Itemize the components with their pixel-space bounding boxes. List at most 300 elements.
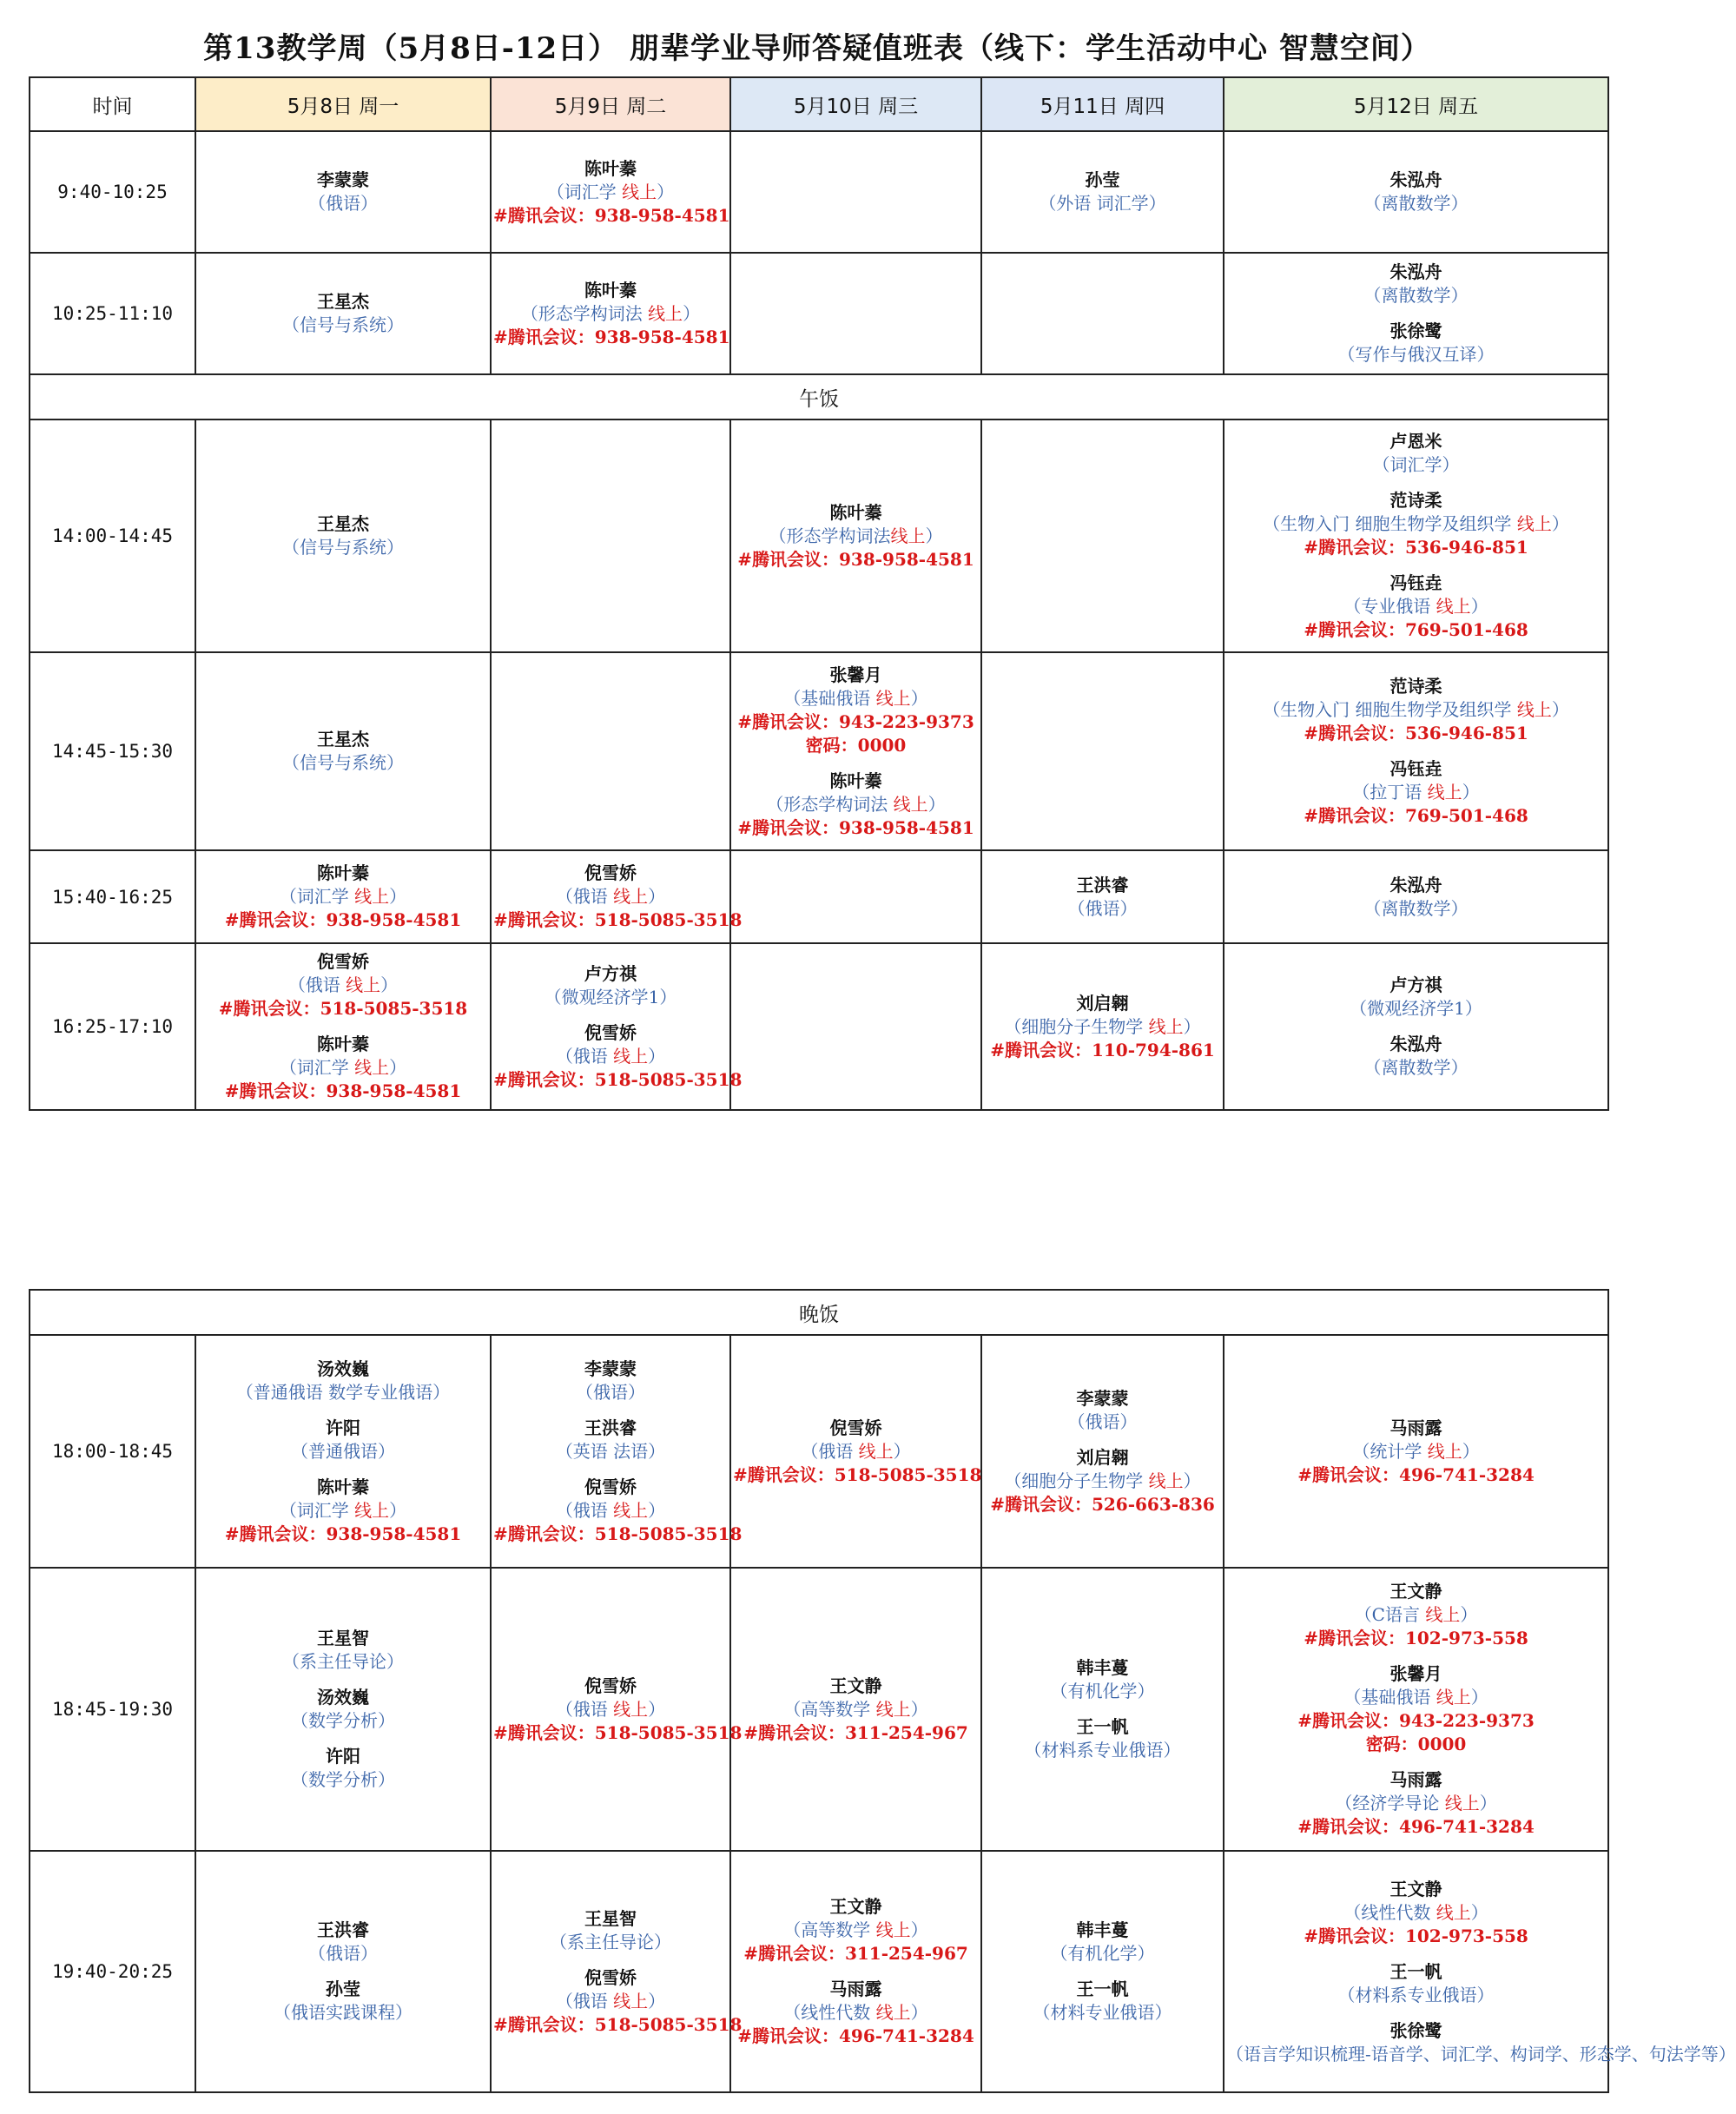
subject-close: ） <box>648 886 666 907</box>
subject-label <box>493 302 728 326</box>
tutor-entry <box>1226 874 1606 921</box>
tutor-entry <box>1226 1417 1606 1487</box>
tutor-name: 范诗柔 <box>1389 676 1442 697</box>
tutor-name: 陈叶蓁 <box>317 1476 369 1497</box>
subject-text: （俄语 <box>555 886 614 907</box>
meeting-id: #腾讯会议：518-5085-3518 <box>493 909 743 930</box>
tutor-name: 孙莹 <box>1085 169 1120 190</box>
tutor-name: 王星杰 <box>317 291 369 312</box>
subject-label: （英语 法语） <box>555 1440 666 1462</box>
slot-cell-thu <box>981 850 1224 943</box>
subject-close: ） <box>1470 1901 1488 1923</box>
tutor-entry <box>1226 1662 1606 1756</box>
slot-cell-mon <box>195 652 491 850</box>
tutor-entry <box>198 1358 488 1404</box>
slot-cell-tue <box>491 131 730 253</box>
subject-text: （词汇学 <box>546 181 623 202</box>
subject-label: （微观经济学1） <box>1350 998 1482 1019</box>
subject-close: ） <box>380 974 399 995</box>
subject-close: ） <box>1460 1604 1478 1625</box>
tutor-name: 卢恩米 <box>1389 431 1442 452</box>
tutor-name: 陈叶蓁 <box>317 1034 369 1054</box>
meeting-id: #腾讯会议：518-5085-3518 <box>733 1463 982 1485</box>
subject-label: （系主任导论） <box>550 1931 671 1952</box>
subject-label <box>493 1045 728 1068</box>
tutor-name: 王文静 <box>829 1896 882 1917</box>
subject-text: （C语言 <box>1354 1604 1426 1625</box>
slot-cell-mon <box>195 419 491 652</box>
subject-close: ） <box>925 525 943 546</box>
slot-row <box>30 1335 1608 1568</box>
tutor-name: 刘启翱 <box>1076 992 1129 1014</box>
online-tag: 线上 <box>1436 596 1471 617</box>
subject-close: ） <box>910 2002 928 2023</box>
subject-text: （高等数学 <box>783 1698 876 1720</box>
subject-label <box>733 2001 979 2025</box>
meeting-id: #腾讯会议：938-958-4581 <box>493 326 730 347</box>
slot-row <box>30 1568 1608 1851</box>
meeting-id: #腾讯会议：496-741-3284 <box>1297 1463 1535 1485</box>
meeting-id: #腾讯会议：518-5085-3518 <box>493 1068 743 1090</box>
subject-close: ） <box>648 1045 666 1067</box>
tutor-name: 张徐鹭 <box>1389 2019 1442 2041</box>
meeting-id: #腾讯会议：938-958-4581 <box>737 816 974 838</box>
tutor-entry <box>984 168 1221 215</box>
subject-text: （形态学构词法 <box>520 302 649 324</box>
subject-label: （材料系专业俄语） <box>1024 1740 1181 1761</box>
subject-label: （词汇学） <box>1372 454 1460 475</box>
tutor-name: 朱泓舟 <box>1389 1034 1442 1054</box>
morning-block <box>30 131 1608 374</box>
meeting-id: #腾讯会议：943-223-9373 <box>1297 1710 1535 1731</box>
slot-cell-tue <box>491 1335 743 1568</box>
tutor-entry <box>198 290 488 337</box>
online-tag: 线上 <box>1444 1793 1480 1813</box>
tutor-name: 倪雪娇 <box>584 1966 637 1988</box>
online-tag: 线上 <box>1148 1470 1184 1491</box>
tutor-name: 李蒙蒙 <box>317 169 369 190</box>
subject-text: （基础俄语 <box>1343 1687 1436 1708</box>
evening-block <box>30 1335 1736 2092</box>
subject-label <box>733 793 979 816</box>
meeting-id: #腾讯会议：526-663-836 <box>990 1493 1215 1515</box>
slot-cell-thu <box>981 131 1224 253</box>
tutor-entry <box>733 1675 979 1745</box>
subject-text: （拉丁语 <box>1352 782 1428 803</box>
tutor-name: 范诗柔 <box>1389 490 1442 511</box>
online-tag: 线上 <box>613 1698 649 1720</box>
subject-text: （专业俄语 <box>1343 596 1436 617</box>
tutor-entry <box>198 512 488 559</box>
subject-label: （离散数学） <box>1363 193 1469 214</box>
meeting-id: #腾讯会议：102-973-558 <box>1304 1628 1528 1648</box>
time-slot-label: 16:25-17:10 <box>30 943 195 1110</box>
subject-text: （统计学 <box>1352 1440 1428 1462</box>
tutor-name: 李蒙蒙 <box>584 1358 637 1379</box>
meeting-id: #腾讯会议：943-223-9373 <box>737 710 974 732</box>
day-header-thu: 5月11日 周四 <box>981 77 1224 131</box>
subject-label: （有机化学） <box>1050 1681 1155 1701</box>
subject-label <box>493 1499 728 1523</box>
meeting-id: #腾讯会议：311-254-967 <box>743 1721 968 1743</box>
subject-label: （俄语） <box>576 1381 645 1403</box>
tutor-name: 陈叶蓁 <box>584 279 637 301</box>
time-slot-label: 9:40-10:25 <box>30 131 195 253</box>
slot-cell-wed <box>730 419 981 652</box>
meeting-id: #腾讯会议：938-958-4581 <box>737 548 974 570</box>
subject-label: （数学分析） <box>291 1710 395 1731</box>
slot-cell-wed <box>730 1335 981 1568</box>
tutor-name: 朱泓舟 <box>1389 874 1442 895</box>
tutor-entry <box>984 992 1221 1062</box>
online-tag: 线上 <box>875 687 911 709</box>
subject-label: （离散数学） <box>1363 1057 1469 1078</box>
online-tag: 线上 <box>622 181 657 202</box>
afternoon-block <box>30 419 1608 1110</box>
slot-cell-tue <box>491 253 730 374</box>
online-tag: 线上 <box>613 1045 649 1067</box>
tutor-entry <box>198 1476 488 1546</box>
tutor-name: 倪雪娇 <box>584 1021 637 1043</box>
tutor-entry <box>198 1745 488 1792</box>
slot-cell-tue <box>491 1851 743 2092</box>
subject-text: （形态学构词法 <box>769 525 891 546</box>
subject-label <box>1226 1792 1606 1815</box>
meeting-id: #腾讯会议：938-958-4581 <box>224 1523 462 1544</box>
online-tag: 线上 <box>354 886 390 907</box>
tutor-name: 朱泓舟 <box>1389 261 1442 282</box>
slot-cell-thu <box>981 419 1224 652</box>
subject-label <box>493 1698 728 1721</box>
meeting-id: #腾讯会议：518-5085-3518 <box>218 998 468 1019</box>
subject-label: （普通俄语 数学专业俄语） <box>235 1381 451 1403</box>
tutor-entry <box>733 501 979 571</box>
slot-cell-fri <box>1224 131 1608 253</box>
meeting-password: 密码：0000 <box>805 734 907 756</box>
subject-text: （细胞分子生物学 <box>1004 1015 1149 1037</box>
subject-close: ） <box>683 302 701 324</box>
tutor-name: 王一帆 <box>1389 1960 1442 1982</box>
tutor-name: 陈叶蓁 <box>829 770 882 791</box>
meeting-id: #腾讯会议：496-741-3284 <box>1297 1816 1535 1837</box>
tutor-name: 许阳 <box>326 1417 360 1438</box>
slot-cell-mon <box>195 253 491 374</box>
online-tag: 线上 <box>1516 699 1552 720</box>
tutor-name: 汤效巍 <box>317 1687 369 1708</box>
tutor-name: 刘启翱 <box>1076 1446 1129 1468</box>
tutor-name: 陈叶蓁 <box>829 501 882 523</box>
tutor-entry <box>1226 974 1606 1021</box>
meeting-id: #腾讯会议：518-5085-3518 <box>493 1523 743 1544</box>
tutor-entry <box>198 1686 488 1733</box>
subject-text: （俄语 <box>555 1499 614 1521</box>
subject-text: （线性代数 <box>1343 1901 1436 1923</box>
tutor-entry <box>198 1919 488 1965</box>
slot-row <box>30 1851 1608 2092</box>
tutor-entry <box>493 862 743 932</box>
subject-close: ） <box>1470 596 1488 617</box>
subject-close: ） <box>389 886 407 907</box>
tutor-entry <box>198 862 488 932</box>
day-header-wed: 5月10日 周三 <box>730 77 981 131</box>
subject-label: （离散数学） <box>1363 285 1469 306</box>
slot-cell-mon <box>195 943 491 1110</box>
subject-close: ） <box>1183 1015 1201 1037</box>
slot-row <box>30 419 1608 652</box>
tutor-name: 倪雪娇 <box>584 1675 637 1696</box>
tutor-entry <box>198 728 488 775</box>
slot-cell-fri <box>1224 850 1608 943</box>
subject-label <box>493 181 728 204</box>
subject-label <box>198 974 488 997</box>
tutor-entry <box>984 1656 1221 1703</box>
tutor-entry <box>1226 430 1606 477</box>
meeting-id: #腾讯会议：769-501-468 <box>1304 805 1528 826</box>
tutor-entry <box>198 168 488 215</box>
lunch-row <box>30 374 1608 419</box>
tutor-entry <box>493 279 728 349</box>
tutor-entry <box>984 874 1221 921</box>
tutor-name: 冯钰垚 <box>1389 758 1442 779</box>
subject-label: （俄语） <box>1067 1410 1138 1432</box>
subject-label: （材料专业俄语） <box>1033 2002 1172 2023</box>
online-tag: 线上 <box>1427 782 1462 803</box>
online-tag: 线上 <box>354 1499 390 1521</box>
subject-label: （数学分析） <box>291 1769 395 1790</box>
slot-cell-thu <box>981 253 1224 374</box>
subject-label: （俄语） <box>308 193 378 214</box>
online-tag: 线上 <box>354 1057 390 1078</box>
subject-label <box>1226 698 1606 722</box>
slot-row <box>30 652 1608 850</box>
tutor-name: 张馨月 <box>1389 1663 1442 1684</box>
tutor-entry <box>1226 675 1606 745</box>
online-tag: 线上 <box>346 974 381 995</box>
meeting-id: #腾讯会议：769-501-468 <box>1304 619 1528 640</box>
slot-cell-tue <box>491 1568 743 1851</box>
dinner-row <box>30 1290 1608 1335</box>
subject-text: （高等数学 <box>783 1919 876 1940</box>
subject-close: ） <box>927 793 946 815</box>
online-tag: 线上 <box>613 886 649 907</box>
tutor-entry <box>984 1919 1221 1965</box>
tutor-name: 孙莹 <box>326 1979 360 1999</box>
tutor-entry <box>1226 2019 1736 2066</box>
subject-close: ） <box>648 1698 666 1720</box>
time-slot-label: 10:25-11:10 <box>30 253 195 374</box>
subject-text: （俄语 <box>555 1698 614 1720</box>
online-tag: 线上 <box>613 1499 649 1521</box>
slot-cell-wed <box>730 943 981 1110</box>
subject-label <box>733 525 979 548</box>
subject-label: （写作与俄汉互译） <box>1337 344 1495 365</box>
tutor-entry <box>1226 1960 1606 2007</box>
tutor-entry <box>493 1966 743 2037</box>
time-slot-label: 18:00-18:45 <box>30 1335 195 1568</box>
subject-label <box>1226 781 1606 804</box>
subject-label <box>1226 1440 1606 1463</box>
tutor-entry <box>493 1476 743 1546</box>
tutor-name: 王文静 <box>1389 1581 1442 1602</box>
online-tag: 线上 <box>890 525 926 546</box>
meeting-id: #腾讯会议：938-958-4581 <box>493 204 730 226</box>
subject-close: ） <box>1551 513 1569 534</box>
tutor-name: 倪雪娇 <box>829 1417 882 1438</box>
time-slot-label: 14:45-15:30 <box>30 652 195 850</box>
subject-label <box>1226 512 1606 536</box>
slot-cell-fri <box>1224 1851 1736 2092</box>
subject-close: ） <box>1183 1470 1201 1491</box>
tutor-entry <box>984 1715 1221 1762</box>
tutor-entry <box>1226 1878 1606 1948</box>
tutor-name: 卢方祺 <box>584 962 637 984</box>
tutor-name: 陈叶蓁 <box>584 157 637 179</box>
subject-label: （信号与系统） <box>282 314 404 335</box>
online-tag: 线上 <box>1516 513 1552 534</box>
tutor-name: 汤效巍 <box>317 1358 369 1379</box>
subject-label <box>1226 1686 1606 1709</box>
tutor-name: 马雨露 <box>1389 1417 1442 1438</box>
subject-label <box>733 1698 979 1721</box>
subject-label <box>733 1919 979 1942</box>
online-tag: 线上 <box>875 2002 911 2023</box>
online-tag: 线上 <box>893 793 928 815</box>
subject-close: ） <box>648 1990 666 2012</box>
tutor-name: 张徐鹭 <box>1389 320 1442 341</box>
subject-text: （基础俄语 <box>783 687 876 709</box>
tutor-name: 王洪睿 <box>317 1919 369 1940</box>
meeting-id: #腾讯会议：938-958-4581 <box>224 1080 462 1101</box>
subject-close: ） <box>910 1919 928 1940</box>
tutor-entry <box>493 1358 728 1404</box>
subject-close: ） <box>1551 699 1569 720</box>
online-tag: 线上 <box>1427 1440 1462 1462</box>
online-tag: 线上 <box>613 1990 649 2012</box>
subject-label: （材料系专业俄语） <box>1337 1984 1495 2005</box>
slot-cell-tue <box>491 850 743 943</box>
subject-text: （形态学构词法 <box>766 793 894 815</box>
subject-label: （信号与系统） <box>282 752 404 773</box>
slot-cell-fri <box>1224 1335 1608 1568</box>
subject-close: ） <box>1462 1440 1480 1462</box>
tutor-entry <box>198 950 488 1021</box>
subject-close: ） <box>389 1499 407 1521</box>
subject-close: ） <box>648 1499 666 1521</box>
tutor-entry <box>733 1417 982 1487</box>
tutor-name: 王文静 <box>1389 1878 1442 1899</box>
tutor-entry <box>493 1907 728 1954</box>
subject-label <box>493 1990 728 2013</box>
subject-label: （离散数学） <box>1363 897 1469 919</box>
tutor-name: 王星智 <box>317 1628 369 1648</box>
tutor-entry <box>198 1033 488 1103</box>
slot-row <box>30 131 1608 253</box>
online-tag: 线上 <box>858 1440 894 1462</box>
online-tag: 线上 <box>1436 1901 1471 1923</box>
slot-cell-fri <box>1224 419 1608 652</box>
subject-close: ） <box>910 687 928 709</box>
tutor-name: 倪雪娇 <box>584 862 637 883</box>
subject-label: （俄语实践课程） <box>274 2002 413 2023</box>
tutor-name: 马雨露 <box>829 1979 882 1999</box>
slot-cell-fri <box>1224 652 1608 850</box>
tutor-entry <box>733 1978 979 2048</box>
subject-label <box>198 1056 488 1080</box>
subject-label <box>733 1440 979 1463</box>
header-row <box>30 77 1608 131</box>
tutor-entry <box>733 770 979 840</box>
subject-text: （词汇学 <box>279 886 355 907</box>
subject-close: ） <box>1479 1793 1497 1813</box>
subject-text: （生物入门 细胞生物学及组织学 <box>1263 699 1517 720</box>
tutor-entry <box>493 1021 743 1092</box>
schedule-table-evening <box>29 1289 1736 2093</box>
slot-cell-thu <box>981 943 1224 1110</box>
slot-cell-mon <box>195 1568 491 1851</box>
meeting-id: #腾讯会议：536-946-851 <box>1304 723 1528 743</box>
slot-cell-wed <box>730 850 981 943</box>
slot-cell-thu <box>981 1335 1224 1568</box>
subject-close: ） <box>1470 1687 1488 1708</box>
meeting-id: #腾讯会议：102-973-558 <box>1304 1925 1528 1946</box>
meeting-id: #腾讯会议：938-958-4581 <box>224 909 462 930</box>
tutor-entry <box>198 1978 488 2025</box>
subject-label: （语言学知识梳理-语音学、词汇学、构词学、形态学、句法学等） <box>1226 2043 1736 2064</box>
subject-text: （俄语 <box>801 1440 859 1462</box>
time-slot-label: 18:45-19:30 <box>30 1568 195 1851</box>
slot-row <box>30 943 1608 1110</box>
day-header-mon: 5月8日 周一 <box>195 77 491 131</box>
tutor-name: 王文静 <box>829 1675 882 1696</box>
tutor-entry <box>733 664 979 757</box>
subject-close: ） <box>910 1698 928 1720</box>
subject-label: （系主任导论） <box>282 1651 404 1672</box>
subject-label <box>1226 1603 1606 1627</box>
subject-text: （俄语 <box>555 1045 614 1067</box>
online-tag: 线上 <box>875 1919 911 1940</box>
tutor-entry <box>1226 1580 1606 1650</box>
tutor-name: 卢方祺 <box>1389 974 1442 995</box>
slot-cell-mon <box>195 131 491 253</box>
tutor-name: 王星杰 <box>317 729 369 750</box>
subject-text: （细胞分子生物学 <box>1004 1470 1149 1491</box>
tutor-name: 王星智 <box>584 1907 637 1929</box>
tutor-entry <box>493 1675 743 1745</box>
subject-text: （词汇学 <box>279 1057 355 1078</box>
day-header-tue: 5月9日 周二 <box>491 77 730 131</box>
time-slot-label: 19:40-20:25 <box>30 1851 195 2092</box>
subject-label: （俄语） <box>308 1943 378 1964</box>
tutor-entry <box>493 157 728 228</box>
tutor-entry <box>198 1627 488 1674</box>
slot-cell-mon <box>195 1335 491 1568</box>
tutor-entry <box>984 1446 1221 1516</box>
meeting-id: #腾讯会议：311-254-967 <box>743 1943 968 1964</box>
meeting-id: #腾讯会议：536-946-851 <box>1304 537 1528 558</box>
slot-row <box>30 850 1608 943</box>
dinner-break-label: 晚饭 <box>30 1290 1608 1335</box>
tutor-entry <box>733 1895 979 1965</box>
tutor-name: 马雨露 <box>1389 1769 1442 1790</box>
schedule-table-day <box>29 76 1609 1111</box>
lunch-break-label: 午饭 <box>30 374 1608 419</box>
subject-close: ） <box>1462 782 1480 803</box>
tutor-entry <box>1226 261 1606 307</box>
meeting-password: 密码：0000 <box>1365 1734 1467 1754</box>
tutor-entry <box>198 1417 488 1463</box>
tutor-entry <box>984 1978 1221 2025</box>
tutor-name: 韩丰蔓 <box>1076 1919 1129 1940</box>
